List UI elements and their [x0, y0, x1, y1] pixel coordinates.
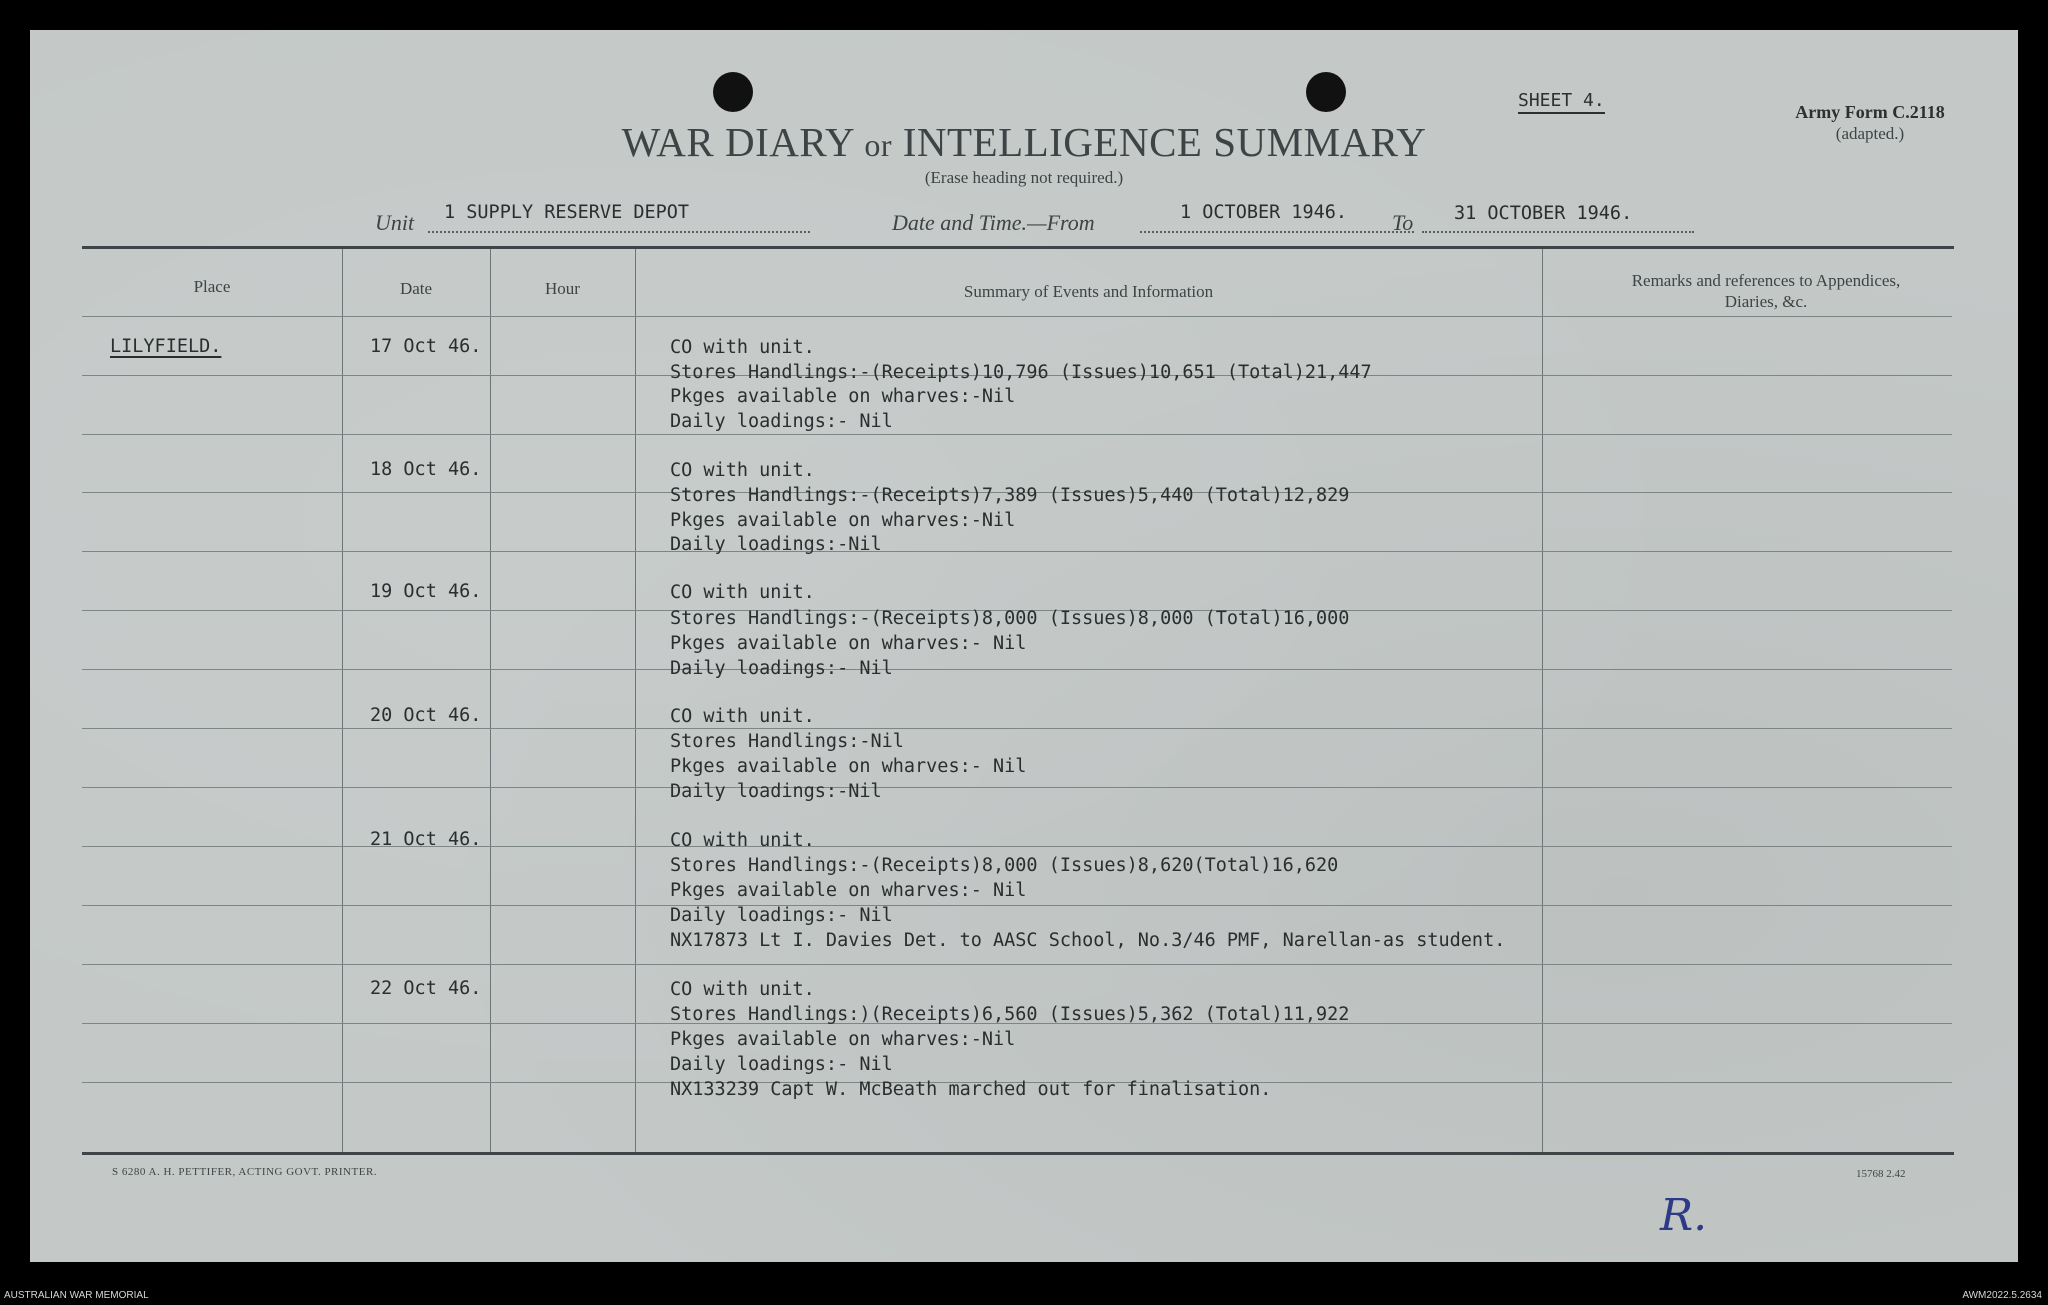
credit-right: AWM2022.5.2634 [1962, 1290, 2042, 1301]
form-code: 15768 2.42 [1856, 1168, 1906, 1180]
title-part2: INTELLIGENCE SUMMARY [902, 119, 1427, 165]
date-to-value: 31 OCTOBER 1946. [1454, 203, 1633, 224]
punch-hole-left [713, 72, 753, 112]
entry-line: NX133239 Capt W. McBeath marched out for finalisation. [670, 1079, 1272, 1100]
punch-hole-right [1306, 72, 1346, 112]
row-rule [82, 434, 1952, 435]
entry-line: CO with unit. [670, 706, 815, 727]
date-from-value: 1 OCTOBER 1946. [1180, 202, 1348, 223]
row-rule [82, 551, 1952, 552]
row-rule [82, 846, 1952, 847]
column-header-hour: Hour [545, 279, 580, 298]
form-adapted: (adapted.) [1835, 124, 1905, 143]
row-rule [82, 964, 1952, 965]
table-top-rule [82, 246, 1954, 249]
column-header-remarks: Remarks and references to Appendices, Diaries, &c. [1631, 271, 1901, 311]
unit-dotline [428, 231, 810, 233]
entry-line: Stores Handlings:-(Receipts)10,796 (Issues)10,651 (Total)21,447 [670, 362, 1372, 383]
entry-line: Pkges available on wharves:-Nil [670, 510, 1016, 531]
entry-line: Stores Handlings:-(Receipts)8,000 (Issues)8,620(Total)16,620 [670, 855, 1339, 876]
entry-date: 19 Oct 46. [370, 581, 482, 602]
row-rule [82, 669, 1952, 670]
row-rule [82, 728, 1952, 729]
unit-label: Unit [375, 210, 415, 235]
col-divider-summary [1542, 249, 1543, 1152]
entry-line: Pkges available on wharves:- Nil [670, 880, 1027, 901]
entry-date: 22 Oct 46. [370, 978, 482, 999]
page-title [30, 118, 2018, 166]
entry-line: Stores Handlings:)(Receipts)6,560 (Issues)5,362 (Total)11,922 [670, 1004, 1350, 1025]
entry-line: Pkges available on wharves:-Nil [670, 386, 1016, 407]
sheet-number: SHEET 4. [1518, 90, 1605, 114]
column-header-place: Place [193, 277, 231, 296]
entry-date: 18 Oct 46. [370, 459, 482, 480]
diary-sheet [30, 30, 2018, 1262]
entry-line: Pkges available on wharves:- Nil [670, 756, 1027, 777]
entry-line: Daily loadings:- Nil [670, 658, 893, 679]
table-bottom-rule [82, 1152, 1954, 1155]
entry-line: CO with unit. [670, 582, 815, 603]
entry-line: Pkges available on wharves:- Nil [670, 633, 1027, 654]
col-divider-hour [635, 249, 636, 1152]
printer-imprint: S 6280 A. H. PETTIFER, ACTING GOVT. PRINTER. [112, 1166, 378, 1178]
entry-line: NX17873 Lt I. Davies Det. to AASC School, No.3/46 PMF, Narellan-as student. [670, 930, 1506, 951]
col-divider-date [490, 249, 491, 1152]
entry-line: Daily loadings:- Nil [670, 1054, 893, 1075]
unit-value: 1 SUPPLY RESERVE DEPOT [444, 202, 690, 223]
credit-left: AUSTRALIAN WAR MEMORIAL [4, 1290, 149, 1301]
row-rule [82, 787, 1952, 788]
entry-line: Pkges available on wharves:-Nil [670, 1029, 1016, 1050]
entry-date: 17 Oct 46. [370, 336, 482, 357]
page-subtitle: (Erase heading not required.) [924, 168, 1124, 187]
entry-line: Daily loadings:-Nil [670, 534, 882, 555]
date-to-dotline [1422, 231, 1694, 233]
entry-line: Daily loadings:-Nil [670, 781, 882, 802]
date-label: Date and Time.—From [892, 210, 1095, 235]
signature-initial: R. [1660, 1190, 1708, 1241]
title-part1: WAR DIARY [621, 119, 854, 165]
form-number: Army Form C.2118 [1795, 102, 1945, 122]
col-divider-place [342, 249, 343, 1152]
header-rule [82, 316, 1952, 317]
entry-line: Daily loadings:- Nil [670, 411, 893, 432]
column-header-summary: Summary of Events and Information [963, 282, 1214, 301]
to-label: To [1392, 210, 1414, 235]
entry-line: Daily loadings:- Nil [670, 905, 893, 926]
date-from-dotline [1140, 231, 1414, 233]
entry-line: Stores Handlings:-Nil [670, 731, 904, 752]
row-rule [82, 905, 1952, 906]
entry-date: 20 Oct 46. [370, 705, 482, 726]
column-header-date: Date [399, 279, 433, 298]
entry-date: 21 Oct 46. [370, 829, 482, 850]
title-or: or [864, 127, 892, 163]
entry-place: LILYFIELD. [110, 336, 222, 357]
entry-line: CO with unit. [670, 460, 815, 481]
entry-line: CO with unit. [670, 979, 815, 1000]
entry-line: Stores Handlings:-(Receipts)7,389 (Issues)5,440 (Total)12,829 [670, 485, 1350, 506]
entry-line: CO with unit. [670, 830, 815, 851]
entry-line: Stores Handlings:-(Receipts)8,000 (Issues)8,000 (Total)16,000 [670, 608, 1350, 629]
entry-line: CO with unit. [670, 337, 815, 358]
